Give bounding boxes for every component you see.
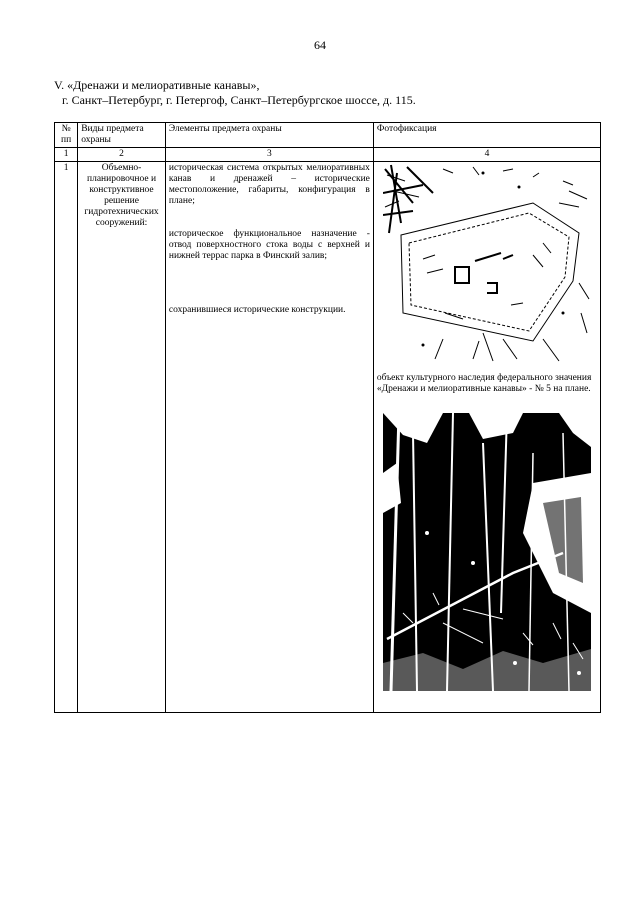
heading-line-2: г. Санкт–Петербург, г. Петергоф, Санкт–Петербургское шоссе, д. 115.: [62, 93, 416, 107]
table-header-row: [55, 123, 601, 148]
row-number: 1: [55, 162, 78, 713]
element-item: историческое функциональное назначение - отвод поверхностного стока воды с верхней и нижней террас парка в Финский залив;: [168, 229, 370, 261]
row-elements: [165, 162, 373, 713]
row-photos: [373, 162, 600, 713]
header-photo: Фотофиксация: [373, 123, 600, 148]
column-number-1: 1: [55, 148, 78, 162]
column-number-3: 3: [165, 148, 373, 162]
table-row: [55, 162, 601, 713]
photo-caption: объект культурного наследия федерального значения «Дренажи и мелиоративные канавы» - № 5 на плане.: [376, 373, 592, 394]
plan-photo: [383, 163, 591, 365]
heading-line-1: V. «Дренажи и мелиоративные канавы»,: [54, 78, 260, 92]
column-number-4: 4: [373, 148, 600, 162]
page-number: 64: [314, 38, 326, 52]
column-number-row: [55, 148, 601, 162]
header-kind: Виды предмета охраны: [78, 123, 166, 148]
element-item: сохранившиеся исторические конструкции.: [168, 305, 346, 315]
protection-table: [54, 122, 601, 713]
forest-photo: [383, 413, 591, 691]
header-no: № пп: [55, 123, 78, 148]
column-number-2: 2: [78, 148, 166, 162]
element-item: историческая система открытых мелиоративных канав и дренажей – исторические местоположение, габариты, конфигурация в плане;: [168, 163, 370, 206]
row-kind: Объемно-планировочное и конструктивное решение гидротехнических сооружений:: [78, 162, 166, 713]
header-elements: Элементы предмета охраны: [165, 123, 373, 148]
section-heading: [54, 78, 416, 108]
